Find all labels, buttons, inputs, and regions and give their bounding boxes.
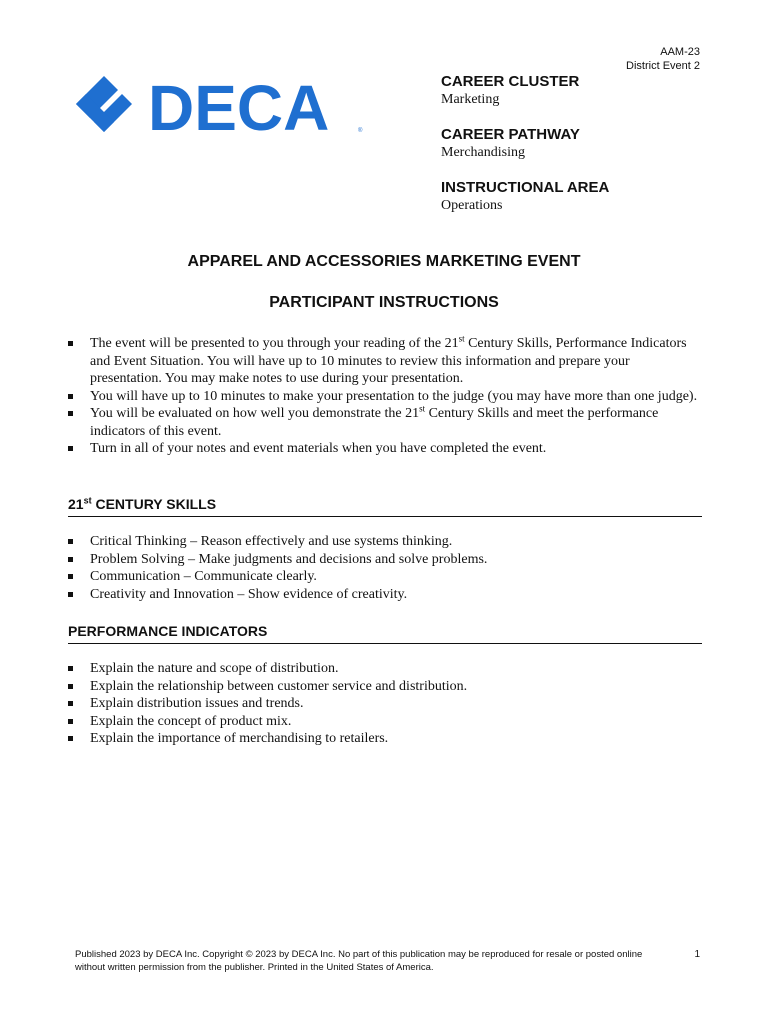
list-item: Explain the nature and scope of distribution. <box>68 660 702 678</box>
instructions-title: PARTICIPANT INSTRUCTIONS <box>269 294 499 311</box>
bullet-icon <box>68 557 73 562</box>
list-item: Creativity and Innovation – Show evidence of creativity. <box>68 586 702 604</box>
document-code-block <box>626 45 700 73</box>
career-pathway-heading: CAREER PATHWAY <box>441 126 580 143</box>
list-item: Critical Thinking – Reason effectively and use systems thinking. <box>68 533 702 551</box>
list-item: You will be evaluated on how well you demonstrate the 21st Century Skills and meet the performance indicators of this event. <box>68 405 702 440</box>
deca-logo <box>72 72 372 142</box>
bullet-icon <box>68 411 73 416</box>
page-number: 1 <box>694 949 700 960</box>
list-item: Explain the concept of product mix. <box>68 713 702 731</box>
career-cluster-value: Marketing <box>441 92 500 107</box>
bullet-icon <box>68 719 73 724</box>
list-item: Problem Solving – Make judgments and decisions and solve problems. <box>68 551 702 569</box>
career-pathway-group <box>441 126 701 161</box>
bullet-icon <box>68 736 73 741</box>
deca-logo-text: DECA <box>148 72 330 142</box>
bullet-icon <box>68 394 73 399</box>
list-item: Turn in all of your notes and event materials when you have completed the event. <box>68 440 702 458</box>
event-title: APPAREL AND ACCESSORIES MARKETING EVENT <box>187 253 581 270</box>
instructions-list <box>68 335 702 458</box>
bullet-icon <box>68 684 73 689</box>
career-pathway-value: Merchandising <box>441 145 525 160</box>
list-item: The event will be presented to you through your reading of the 21st Century Skills, Performance Indicators and Event Situation. You will have up to 10 minutes to review this information and prepare your presentation. You may make notes to use during your presentation. <box>68 335 702 388</box>
event-level: District Event 2 <box>626 60 700 72</box>
bullet-icon <box>68 539 73 544</box>
event-metadata <box>441 73 701 232</box>
document-code: AAM-23 <box>660 46 700 58</box>
list-item: Explain the importance of merchandising to retailers. <box>68 730 702 748</box>
skills-heading: 21st CENTURY SKILLS <box>68 495 702 517</box>
bullet-icon <box>68 446 73 451</box>
bullet-icon <box>68 701 73 706</box>
list-item: Communication – Communicate clearly. <box>68 568 702 586</box>
skills-list <box>68 533 702 603</box>
performance-indicators-list <box>68 660 702 748</box>
copyright-footer: Published 2023 by DECA Inc. Copyright © 2023 by DECA Inc. No part of this publication may be reproduced for resale or posted online without written permission from the publisher. Printed in the United States of America. <box>75 949 643 973</box>
performance-indicators-heading: PERFORMANCE INDICATORS <box>68 622 702 644</box>
bullet-icon <box>68 341 73 346</box>
instructional-area-group <box>441 179 701 214</box>
instructional-area-heading: INSTRUCTIONAL AREA <box>441 179 610 196</box>
list-item: Explain distribution issues and trends. <box>68 695 702 713</box>
bullet-icon <box>68 592 73 597</box>
instructional-area-value: Operations <box>441 198 503 213</box>
bullet-icon <box>68 666 73 671</box>
list-item: You will have up to 10 minutes to make your presentation to the judge (you may have more than one judge). <box>68 388 702 406</box>
deca-diamond-icon <box>72 72 372 142</box>
career-cluster-group <box>441 73 701 108</box>
bullet-icon <box>68 574 73 579</box>
list-item: Explain the relationship between customer service and distribution. <box>68 678 702 696</box>
svg-text:®: ® <box>358 128 363 134</box>
career-cluster-heading: CAREER CLUSTER <box>441 73 580 90</box>
